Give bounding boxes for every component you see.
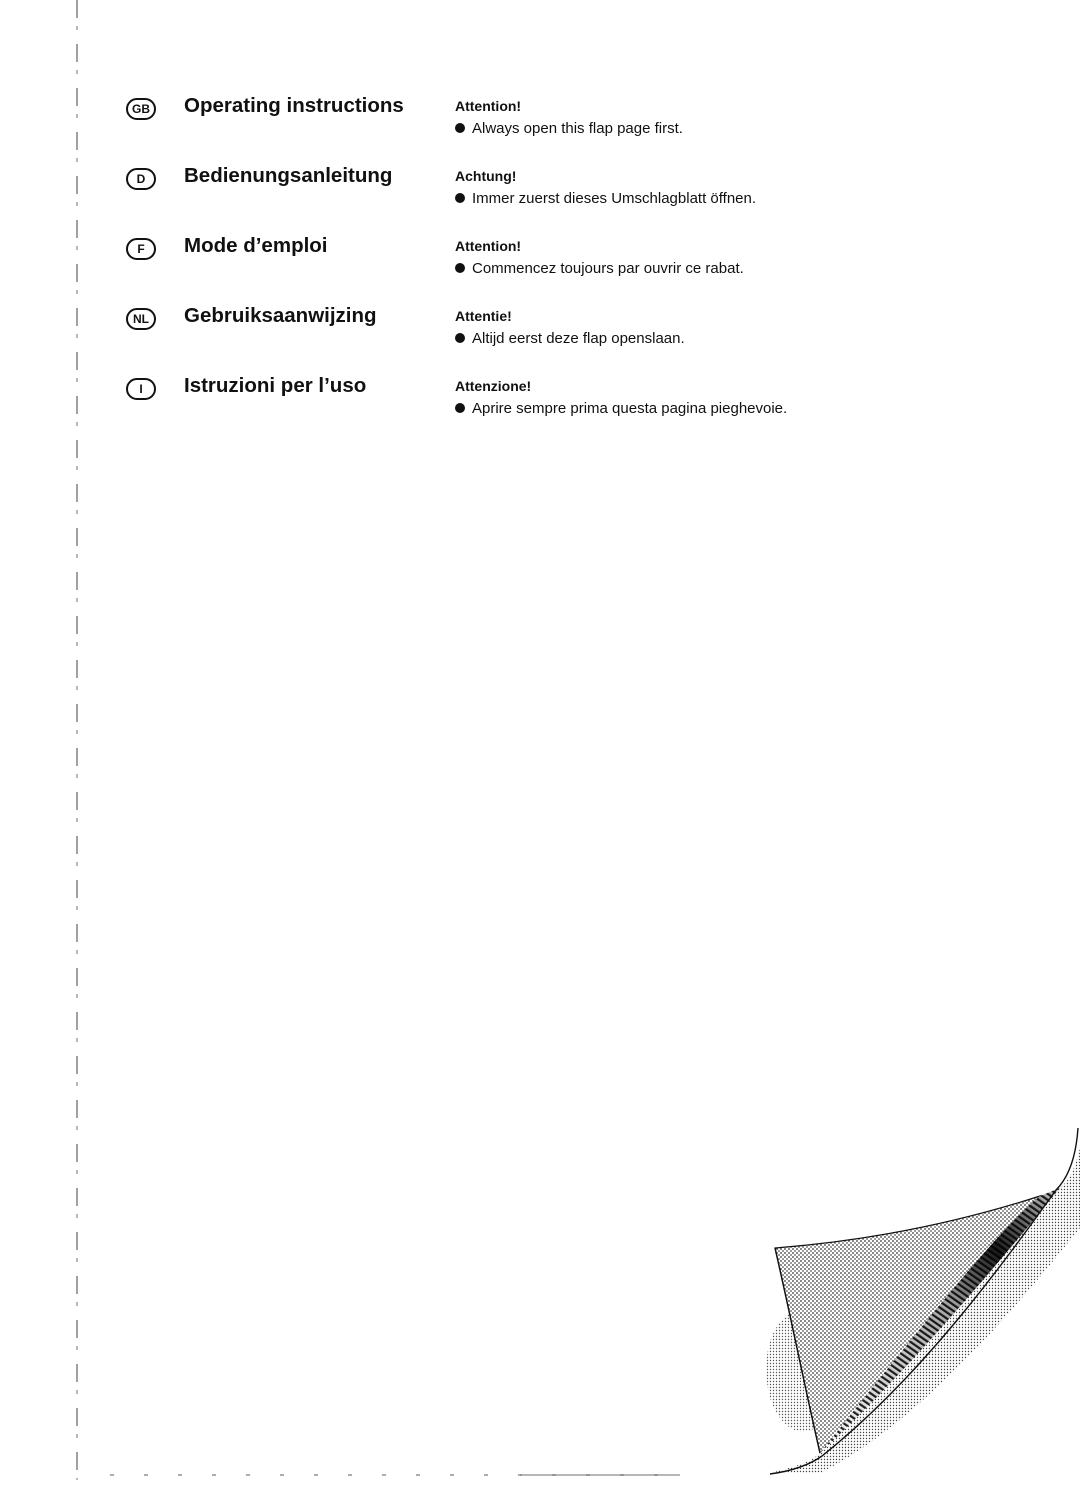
bullet-dot-icon xyxy=(455,403,465,413)
language-row-nl xyxy=(0,304,1080,368)
attention-item-nl xyxy=(455,330,685,347)
attention-text-nl: Altijd eerst deze flap openslaan. xyxy=(472,330,685,347)
language-badge-gb: GB xyxy=(126,98,156,120)
bullet-dot-icon xyxy=(455,333,465,343)
language-title-nl: Gebruiksaanwijzing xyxy=(184,304,377,327)
language-title-f: Mode d’emploi xyxy=(184,234,328,257)
language-row-d xyxy=(0,164,1080,228)
scan-bottom-line-segment xyxy=(520,1474,680,1476)
language-badge-d: D xyxy=(126,168,156,190)
language-title-i: Istruzioni per l’uso xyxy=(184,374,367,397)
attention-item-i xyxy=(455,400,787,417)
attention-heading-d: Achtung! xyxy=(455,168,517,184)
language-badge-nl: NL xyxy=(126,308,156,330)
attention-text-f: Commencez toujours par ouvrir ce rabat. xyxy=(472,260,744,277)
attention-heading-gb: Attention! xyxy=(455,98,522,114)
attention-heading-i: Attenzione! xyxy=(455,378,532,394)
language-row-i xyxy=(0,374,1080,438)
attention-heading-nl: Attentie! xyxy=(455,308,512,324)
bullet-dot-icon xyxy=(455,193,465,203)
attention-text-gb: Always open this flap page first. xyxy=(472,120,683,137)
attention-item-gb xyxy=(455,120,683,137)
language-row-f xyxy=(0,234,1080,298)
attention-heading-f: Attention! xyxy=(455,238,522,254)
page-curl-icon xyxy=(760,1128,1080,1478)
language-row-gb xyxy=(0,94,1080,158)
attention-item-f xyxy=(455,260,744,277)
language-badge-f: F xyxy=(126,238,156,260)
language-badge-i: I xyxy=(126,378,156,400)
attention-text-i: Aprire sempre prima questa pagina pieghevoie. xyxy=(472,400,788,417)
bullet-dot-icon xyxy=(455,263,465,273)
language-title-d: Bedienungsanleitung xyxy=(184,164,393,187)
bullet-dot-icon xyxy=(455,123,465,133)
attention-item-d xyxy=(455,190,756,207)
language-title-gb: Operating instructions xyxy=(184,94,404,117)
attention-text-d: Immer zuerst dieses Umschlagblatt öffnen. xyxy=(472,190,757,207)
